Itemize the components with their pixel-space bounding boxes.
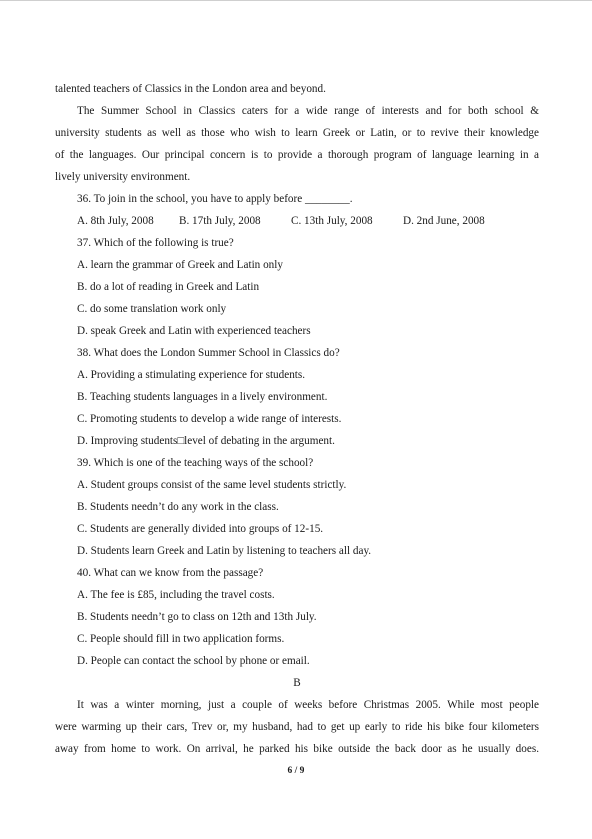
page-body xyxy=(55,78,539,760)
option-a: A. Providing a stimulating experience for students. xyxy=(77,369,306,381)
page-number: 6 / 9 xyxy=(287,766,305,776)
option-c: C. do some translation work only xyxy=(77,303,227,315)
passage-a-paragraph-line: The Summer School in Classics caters for a wide range of interests and for both school & xyxy=(77,105,539,117)
option-d: D. People can contact the school by phone or email. xyxy=(77,655,310,667)
option-a: A. learn the grammar of Greek and Latin only xyxy=(77,259,283,271)
question-40-stem: 40. What can we know from the passage? xyxy=(77,567,264,579)
passage-b-paragraph-line: were warming up their cars, Trev or, my husband, had to get up early to ride his bike four kilometers xyxy=(55,721,539,733)
option-a: A. Student groups consist of the same level students strictly. xyxy=(77,479,347,491)
passage-a-paragraph-line: of the languages. Our principal concern is to provide a thorough program of language learning in a xyxy=(55,149,539,161)
passage-b-paragraph-line: It was a winter morning, just a couple of weeks before Christmas 2005. While most people xyxy=(77,699,539,711)
passage-b-paragraph-line: away from home to work. On arrival, he parked his bike outside the back door as he usually does. xyxy=(55,743,539,755)
option-d: D. Students learn Greek and Latin by listening to teachers all day. xyxy=(77,545,372,557)
option-a: A. The fee is £85, including the travel costs. xyxy=(77,589,275,601)
passage-a-tail-line: talented teachers of Classics in the London area and beyond. xyxy=(55,83,326,95)
question-37-stem: 37. Which of the following is true? xyxy=(77,237,234,249)
question-38-stem: 38. What does the London Summer School in Classics do? xyxy=(77,347,340,359)
top-rule xyxy=(0,0,592,1)
option-c: C. People should fill in two application forms. xyxy=(77,633,285,645)
question-39-stem: 39. Which is one of the teaching ways of the school? xyxy=(77,457,314,469)
question-36-stem: 36. To join in the school, you have to apply before ________. xyxy=(77,193,353,205)
option-a: A. 8th July, 2008 xyxy=(77,215,154,227)
option-c: C. 13th July, 2008 xyxy=(291,215,373,227)
option-b: B. do a lot of reading in Greek and Latin xyxy=(77,281,260,293)
option-b: B. Teaching students languages in a lively environment. xyxy=(77,391,328,403)
option-b: B. Students needn’t go to class on 12th and 13th July. xyxy=(77,611,317,623)
section-b-heading: B xyxy=(293,677,301,689)
option-c: C. Students are generally divided into groups of 12-15. xyxy=(77,523,324,535)
option-d: D. 2nd June, 2008 xyxy=(403,215,485,227)
passage-a-paragraph-line: lively university environment. xyxy=(55,171,191,183)
passage-a-paragraph-line: university students as well as those who wish to learn Greek or Latin, or to revive their knowledge xyxy=(55,127,539,139)
option-d: D. Improving students□level of debating in the argument. xyxy=(77,435,335,447)
question-36-options xyxy=(55,210,539,232)
option-d: D. speak Greek and Latin with experienced teachers xyxy=(77,325,311,337)
option-b: B. 17th July, 2008 xyxy=(179,215,261,227)
option-b: B. Students needn’t do any work in the class. xyxy=(77,501,279,513)
option-c: C. Promoting students to develop a wide range of interests. xyxy=(77,413,342,425)
